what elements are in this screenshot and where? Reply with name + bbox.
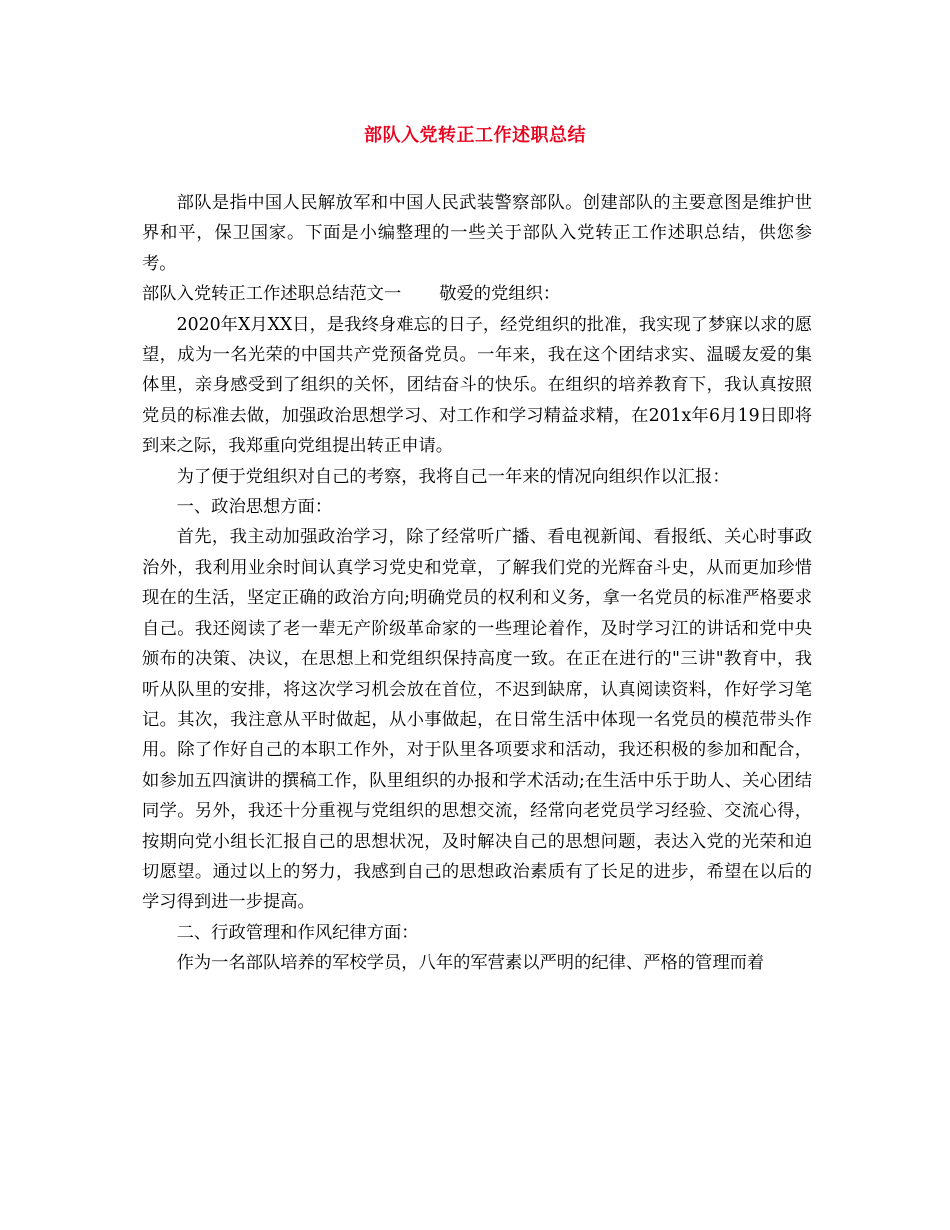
section-heading: 二、行政管理和作风纪律方面： bbox=[176, 922, 419, 943]
document-body bbox=[142, 188, 812, 979]
body-paragraph: 作为一名部队培养的军校学员，八年的军营素以严明的纪律、严格的管理而着 bbox=[176, 953, 765, 974]
body-paragraph: 首先，我主动加强政治学习，除了经常听广播、看电视新闻、看报纸、关心时事政治外，我利用业余时间认真学习党史和党章，了解我们党的光辉奋斗史，从而更加珍惜现在的生活，坚定正确的政治方向;明确党员的权利和义务，拿一名党员的标准严格要求自己。我还阅读了老一辈无产阶级革命家的一些理论着作，及时学习江的讲话和党中央颁布的决策、决议，在思想上和党组织保持高度一致。在正在进行的"三讲"教育中，我听从队里的安排，将这次学习机会放在首位，不迟到缺席，认真阅读资料，作好学习笔记。其次，我注意从平时做起，从小事做起，在日常生活中体现一名党员的模范带头作用。除了作好自己的本职工作外，对于队里各项要求和活动，我还积极的参加和配合，如参加五四演讲的撰稿工作，队里组织的办报和学术活动;在生活中乐于助人、关心团结同学。另外，我还十分重视与党组织的思想交流，经常向老党员学习经验、交流心得，按期向党小组长汇报自己的思想状况，及时解决自己的思想问题，表达入党的光荣和迫切愿望。通过以上的努力，我感到自己的思想政治素质有了长足的进步，希望在以后的学习得到进一步提高。 bbox=[142, 527, 812, 913]
salutation: 敬爱的党组织： bbox=[439, 284, 561, 305]
body-paragraph: 为了便于党组织对自己的考察，我将自己一年来的情况向组织作以汇报： bbox=[176, 466, 730, 487]
sample-heading: 部队入党转正工作述职总结范文一 bbox=[142, 284, 402, 305]
section-heading: 一、政治思想方面： bbox=[176, 497, 333, 518]
body-paragraph: 2020年X月XX日，是我终身难忘的日子，经党组织的批准，我实现了梦寐以求的愿望，成为一名光荣的中国共产党预备党员。一年来，我在这个团结求实、温暖友爱的集体里，亲身感受到了组织的关怀，团结奋斗的快乐。在组织的培养教育下，我认真按照党员的标准去做，加强政治思想学习、对工作和学习精益求精，在201x年6月19日即将到来之际，我郑重向党组提出转正申请。 bbox=[142, 314, 812, 457]
sample-heading-line bbox=[142, 279, 812, 309]
document-title: 部队入党转正工作述职总结 bbox=[364, 125, 586, 146]
intro-paragraph: 部队是指中国人民解放军和中国人民武装警察部队。创建部队的主要意图是维护世界和平，保卫国家。下面是小编整理的一些关于部队入党转正工作述职总结，供您参考。 bbox=[142, 193, 812, 274]
